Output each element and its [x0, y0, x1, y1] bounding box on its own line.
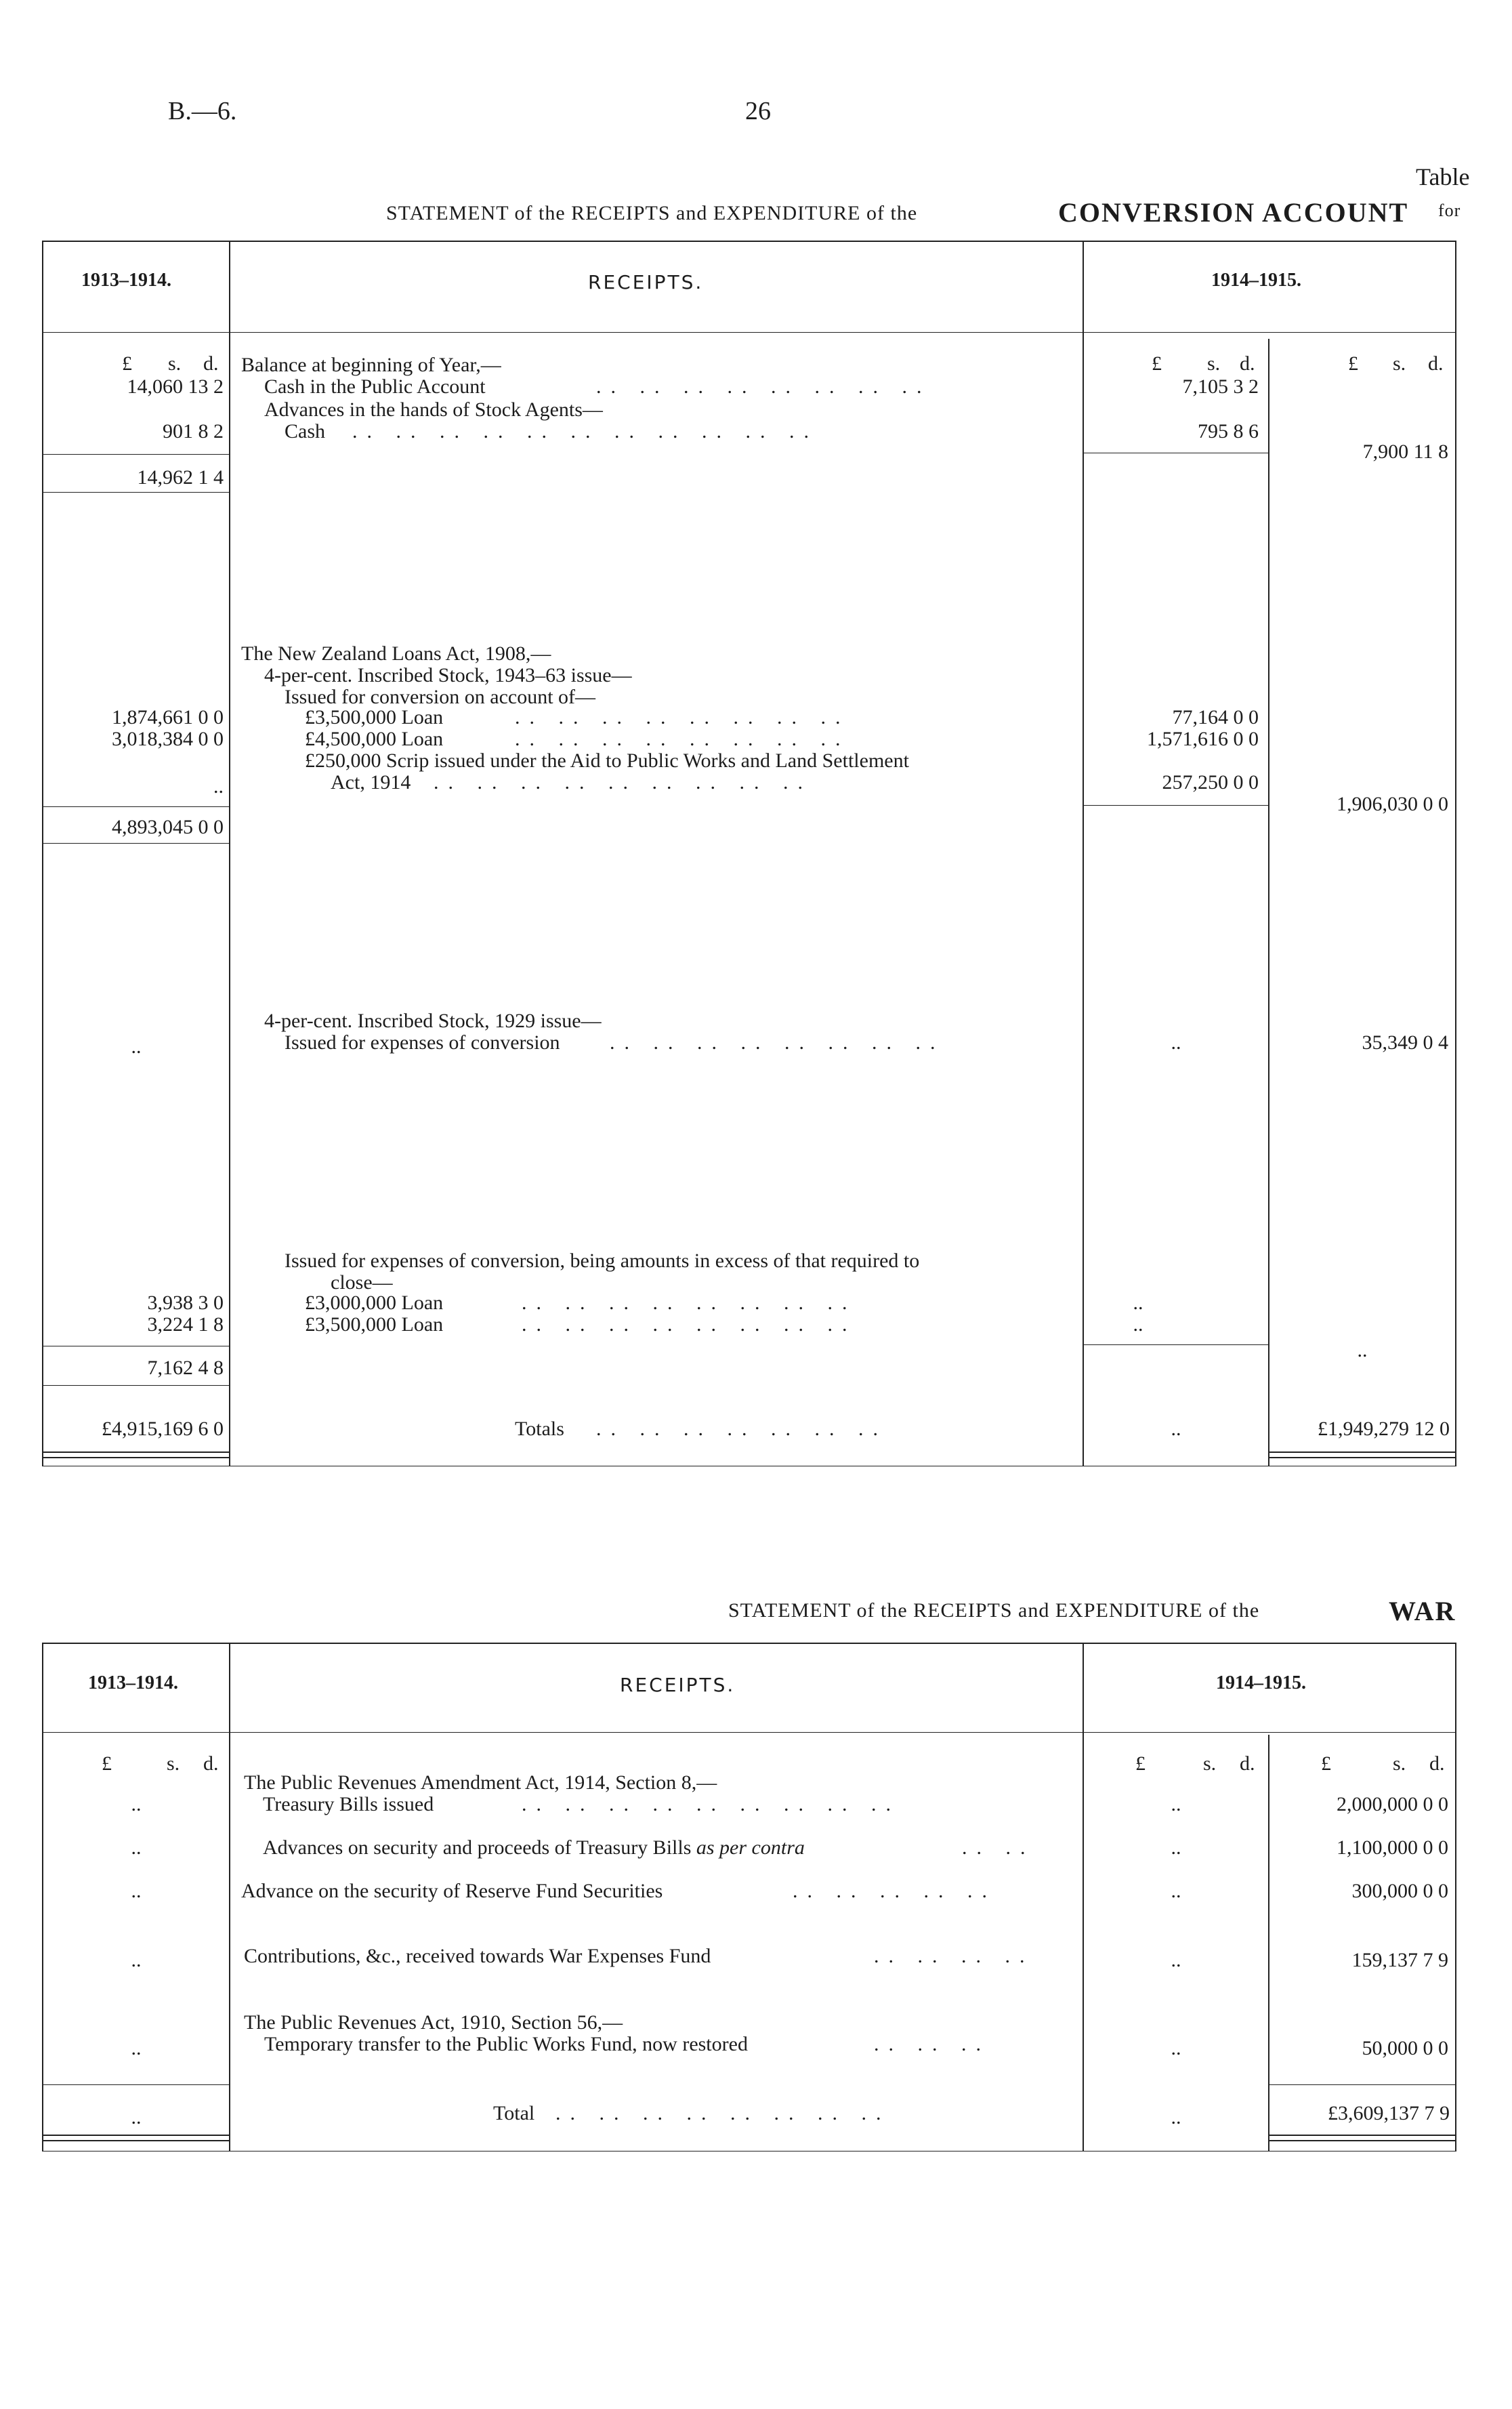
prev-amount: 1,874,661 0 0	[112, 706, 224, 728]
sub-amount: 795 8 6	[1198, 420, 1259, 442]
column-divider	[229, 1643, 230, 2151]
line-text: Issued for conversion on account of—	[285, 686, 596, 708]
conversion-title-prefix: STATEMENT of the RECEIPTS and EXPENDITURE of the	[386, 202, 918, 224]
prev-amount: 3,938 3 0	[147, 1292, 224, 1314]
col-header-1914: 1914–1915.	[1211, 270, 1301, 291]
prev-amount: ..	[131, 2106, 142, 2128]
line-text: £4,500,000 Loan	[305, 728, 444, 750]
prev-amount: 3,224 1 8	[147, 1313, 224, 1336]
unit-shilling: s.	[1393, 352, 1406, 375]
total-amount: 159,137 7 9	[1351, 1949, 1448, 1971]
subtotal-rule	[43, 843, 229, 844]
line-text: £3,500,000 Loan	[305, 706, 444, 728]
double-rule	[1269, 2135, 1455, 2136]
prev-subtotal: 14,962 1 4	[137, 466, 224, 489]
line-text: Cash	[285, 420, 325, 442]
sub-amount: ..	[1171, 1793, 1181, 1815]
prev-amount: ..	[131, 1880, 142, 1902]
subtotal-rule	[1269, 2084, 1455, 2085]
conversion-title-suffix: for	[1438, 201, 1461, 220]
header-bottom-rule	[42, 332, 1456, 333]
subtotal-rule	[43, 454, 229, 455]
prev-amount: ..	[131, 1836, 142, 1859]
unit-pound: £	[1152, 352, 1162, 375]
subtotal-rule	[43, 2084, 229, 2085]
unit-pence: d.	[1428, 352, 1444, 375]
subtotal-rule	[43, 492, 229, 493]
prev-amount: ..	[131, 2037, 142, 2059]
prev-amount: ..	[131, 1035, 142, 1058]
total-label: Total	[493, 2102, 535, 2124]
line-text-main: Advances on security and proceeds of Treasury Bills	[263, 1836, 692, 1859]
prev-subtotal: 4,893,045 0 0	[112, 816, 224, 838]
line-text: The New Zealand Loans Act, 1908,—	[241, 642, 551, 665]
column-divider	[1268, 1735, 1269, 2151]
column-divider	[229, 241, 230, 1466]
war-title-prefix: STATEMENT of the RECEIPTS and EXPENDITURE of the	[728, 1599, 1260, 1622]
total-amount: 300,000 0 0	[1351, 1880, 1448, 1902]
sub-amount: ..	[1133, 1313, 1143, 1336]
total-amount: ..	[1357, 1339, 1368, 1361]
prev-amount: ..	[131, 1793, 142, 1815]
total-amount: 50,000 0 0	[1362, 2037, 1448, 2059]
col-header-1913: 1913–1914.	[81, 270, 171, 291]
unit-pound: £	[1321, 1752, 1331, 1775]
line-text: Treasury Bills issued	[263, 1793, 434, 1815]
leader-dots: .. .. .. .. .. .. .. .. ..	[522, 1793, 900, 1815]
prev-subtotal: 7,162 4 8	[147, 1357, 224, 1379]
line-text	[263, 1838, 805, 1858]
column-divider	[1455, 241, 1456, 1466]
sub-amount: 257,250 0 0	[1162, 771, 1259, 794]
subtotal-rule	[1084, 1344, 1268, 1345]
double-rule	[1269, 2140, 1455, 2141]
leader-dots: .. .. .. .. .. .. .. ..	[596, 375, 931, 398]
sub-amount: 77,164 0 0	[1172, 706, 1259, 728]
line-text-italic: as per contra	[696, 1836, 805, 1859]
sub-amount: ..	[1171, 1836, 1181, 1859]
column-divider	[1268, 339, 1269, 1466]
sub-amount: ..	[1171, 2037, 1181, 2059]
total-amount: 2,000,000 0 0	[1337, 1793, 1448, 1815]
line-text: Balance at beginning of Year,—	[241, 354, 501, 376]
line-text: £3,000,000 Loan	[305, 1292, 444, 1314]
unit-pence: d.	[203, 352, 219, 375]
unit-pound: £	[1135, 1752, 1146, 1775]
sub-amount: ..	[1171, 1880, 1181, 1902]
sub-amount: ..	[1171, 1031, 1181, 1054]
leader-dots: .. .. .. .. .. .. .. ..	[610, 1031, 945, 1054]
leader-dots: .. .. .. .. .. .. .. ..	[522, 1292, 857, 1314]
double-rule	[1269, 1451, 1455, 1453]
unit-pence: d.	[1429, 1752, 1445, 1775]
line-text: The Public Revenues Amendment Act, 1914, Section 8,—	[244, 1771, 717, 1794]
double-rule	[43, 1457, 229, 1458]
leader-dots: .. .. .. .. .. .. ..	[596, 1418, 887, 1440]
conversion-title-big: CONVERSION ACCOUNT	[1058, 197, 1409, 228]
leader-dots: .. .. .. .. .. .. .. .. ..	[434, 771, 812, 794]
sub-amount: 7,105 3 2	[1182, 375, 1259, 398]
table-top-rule	[42, 241, 1456, 242]
line-text: close—	[331, 1271, 393, 1294]
prev-amount: 3,018,384 0 0	[112, 728, 224, 750]
unit-pence: d.	[1240, 352, 1255, 375]
leader-dots: .. .. .. .. ..	[793, 1880, 996, 1902]
sub-amount: ..	[1171, 2106, 1181, 2128]
line-text: £250,000 Scrip issued under the Aid to Public Works and Land Settlement	[305, 749, 909, 772]
leader-dots: .. ..	[962, 1836, 1035, 1859]
unit-shilling: s.	[168, 352, 182, 375]
col-header-1914: 1914–1915.	[1216, 1672, 1306, 1693]
leader-dots: .. .. .. .. .. .. .. .. .. .. ..	[352, 420, 818, 442]
unit-pence: d.	[1240, 1752, 1255, 1775]
line-text: Issued for expenses of conversion	[285, 1031, 560, 1054]
line-text: Cash in the Public Account	[264, 375, 486, 398]
unit-pence: d.	[203, 1752, 219, 1775]
line-text: Act, 1914	[331, 771, 411, 794]
line-text: The Public Revenues Act, 1910, Section 56,—	[244, 2011, 623, 2034]
subtotal-rule	[43, 806, 229, 807]
prev-amount: ..	[131, 1949, 142, 1971]
unit-shilling: s.	[1207, 352, 1221, 375]
total-amount: 1,100,000 0 0	[1337, 1836, 1448, 1859]
column-divider	[42, 241, 43, 1466]
double-rule	[43, 2135, 229, 2136]
column-divider	[1455, 1643, 1456, 2151]
totals-label: Totals	[515, 1418, 564, 1440]
line-text: Advance on the security of Reserve Fund Securities	[241, 1880, 663, 1902]
line-text: Issued for expenses of conversion, being amounts in excess of that required to	[285, 1250, 920, 1272]
line-text: 4-per-cent. Inscribed Stock, 1929 issue—	[264, 1010, 602, 1032]
total-amount: 7,900 11 8	[1362, 440, 1448, 463]
leader-dots: .. .. ..	[874, 2033, 990, 2055]
unit-shilling: s.	[167, 1752, 180, 1775]
col-header-receipts: RECEIPTS.	[588, 271, 704, 293]
leader-dots: .. .. .. .. .. .. .. ..	[522, 1313, 857, 1336]
war-title-big: WAR	[1389, 1596, 1456, 1626]
leader-dots: .. .. .. .. .. .. .. ..	[515, 728, 850, 750]
prev-amount: 14,060 13 2	[127, 375, 224, 398]
table-top-rule	[42, 1643, 1456, 1644]
report-reference: B.—6.	[168, 97, 237, 125]
subtotal-rule	[43, 1385, 229, 1386]
sub-amount: ..	[1171, 1949, 1181, 1971]
prev-amount: 901 8 2	[163, 420, 224, 442]
line-text: £3,500,000 Loan	[305, 1313, 444, 1336]
sub-amount: ..	[1171, 1418, 1181, 1440]
unit-pound: £	[122, 352, 132, 375]
double-rule	[43, 2140, 229, 2141]
line-text: Temporary transfer to the Public Works Fund, now restored	[264, 2033, 748, 2055]
unit-pound: £	[102, 1752, 112, 1775]
prev-amount: ..	[213, 775, 224, 798]
line-text: Advances in the hands of Stock Agents—	[264, 398, 603, 421]
leader-dots: .. .. .. ..	[874, 1945, 1034, 1967]
total-amount: 35,349 0 4	[1362, 1031, 1448, 1054]
col-header-1913: 1913–1914.	[88, 1672, 178, 1693]
unit-shilling: s.	[1393, 1752, 1406, 1775]
header-bottom-rule	[42, 1732, 1456, 1733]
line-text: Contributions, &c., received towards War Expenses Fund	[244, 1945, 711, 1967]
grand-total: £1,949,279 12 0	[1318, 1418, 1450, 1440]
col-header-receipts: RECEIPTS.	[620, 1674, 736, 1696]
sub-amount: ..	[1133, 1292, 1143, 1314]
double-rule	[1269, 1457, 1455, 1458]
leader-dots: .. .. .. .. .. .. .. ..	[515, 706, 850, 728]
line-text: 4-per-cent. Inscribed Stock, 1943–63 issue—	[264, 664, 632, 686]
grand-total: £3,609,137 7 9	[1328, 2102, 1450, 2124]
double-rule	[43, 1451, 229, 1453]
sub-amount: 1,571,616 0 0	[1147, 728, 1259, 750]
unit-shilling: s.	[1203, 1752, 1217, 1775]
prev-grand-total: £4,915,169 6 0	[102, 1418, 224, 1440]
table-label: Table	[1416, 163, 1470, 190]
unit-pound: £	[1348, 352, 1358, 375]
leader-dots: .. .. .. .. .. .. .. ..	[555, 2102, 891, 2124]
page-number: 26	[745, 97, 771, 125]
subtotal-rule	[1084, 805, 1268, 806]
total-amount: 1,906,030 0 0	[1337, 793, 1448, 815]
